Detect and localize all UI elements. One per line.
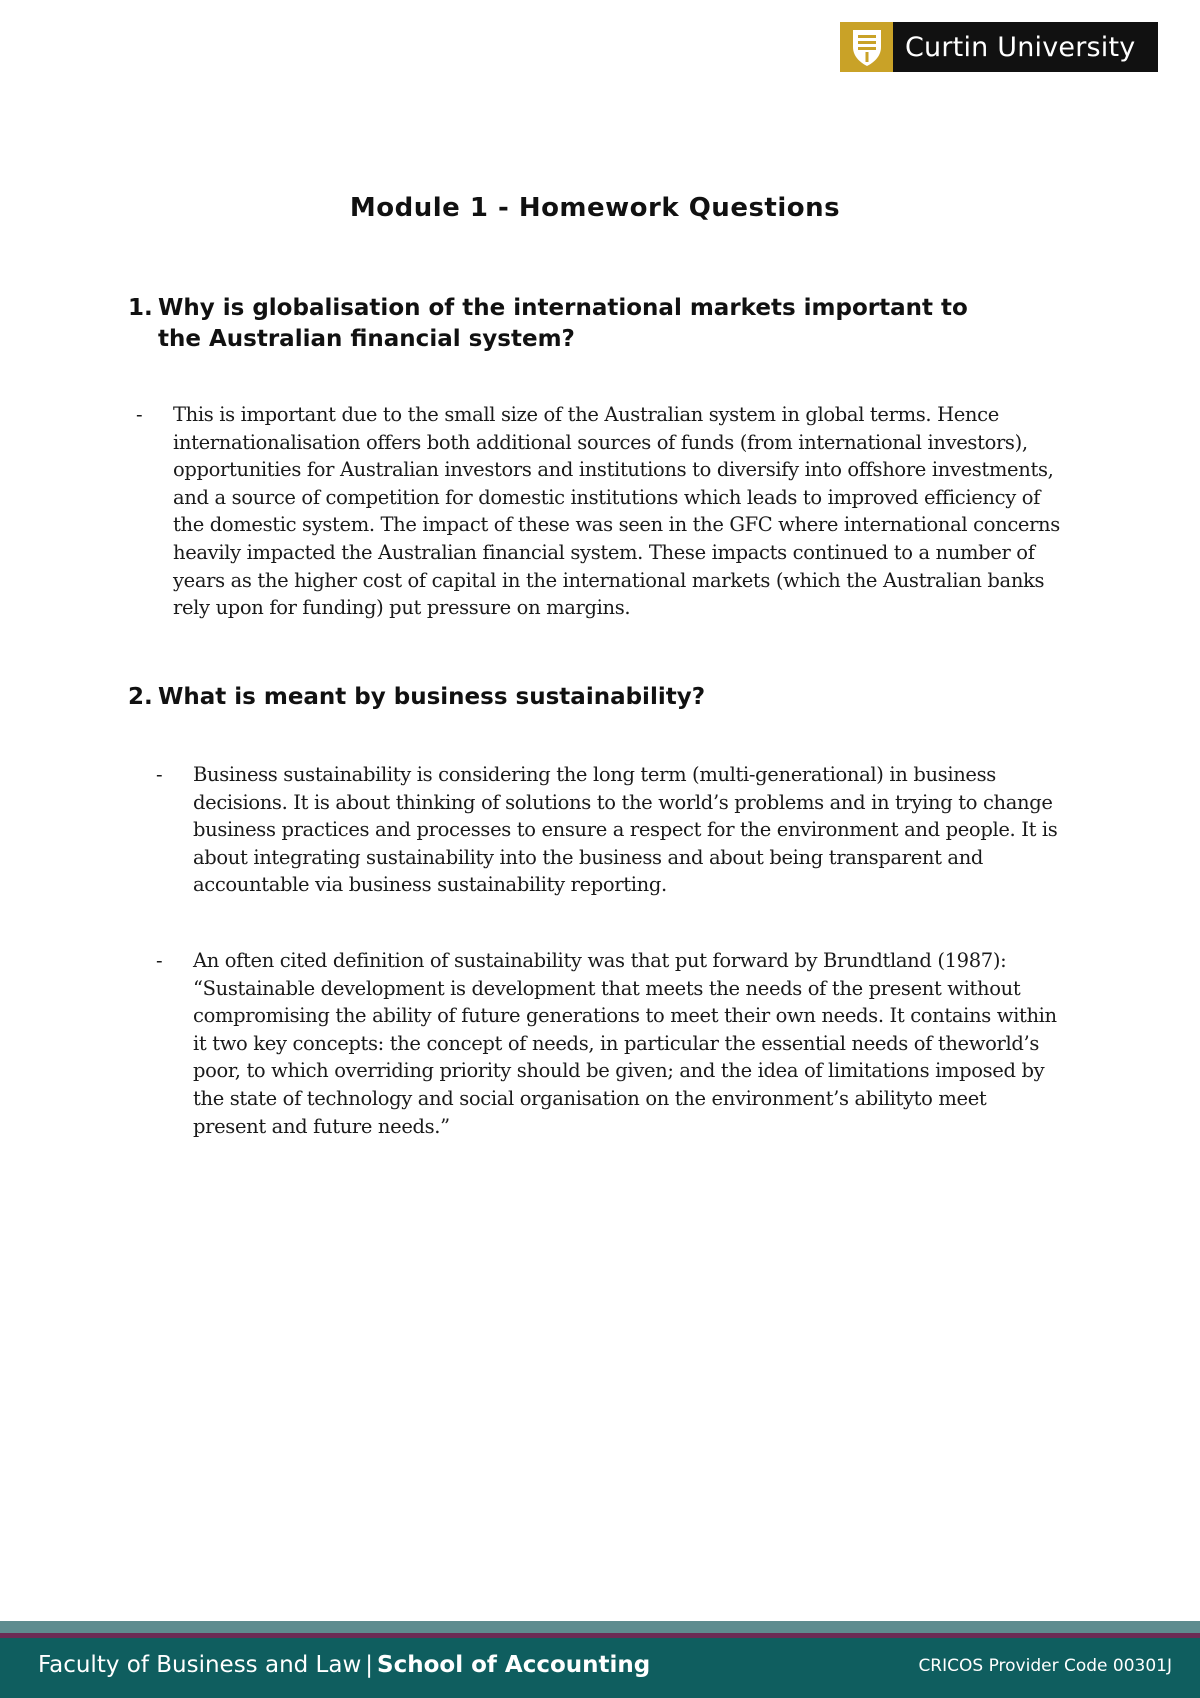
question-2-heading: [128, 682, 1018, 713]
question-number: 1.: [128, 295, 153, 321]
answer-text: An often cited definition of sustainability was that put forward by Brundtland (1987): “Sustainable development is development that meets the needs of the present without compromising the ability of future generations to meet their own needs. It contains within it two key concepts: the concept of needs, in particular the essential needs of theworld’s poor, to which overriding priority should be given; and the idea of limitations imposed by the state of technology and social organisation on the environment’s abilityto meet present and future needs.”: [193, 949, 1057, 1138]
question-text: What is meant by business sustainability?: [158, 684, 706, 710]
answer-text: Business sustainability is considering the long term (multi-generational) in business decisions. It is about thinking of solutions to the world’s problems and in trying to change business practices and processes to ensure a respect for the environment and people. It is about integrating sustainability into the business and about being transparent and accountable via business sustainability reporting.: [193, 763, 1058, 897]
answer-item: [156, 761, 1063, 899]
shield-crest-icon: [840, 22, 893, 72]
footer-school: School of Accounting: [377, 1652, 651, 1678]
answer-item: [136, 401, 1063, 622]
curtin-logo: [840, 22, 1158, 72]
footer-faculty: Faculty of Business and Law: [38, 1652, 362, 1678]
page-footer: [0, 1638, 1200, 1698]
page-title: Module 1 - Homework Questions: [349, 193, 841, 223]
bullet-dash: -: [156, 763, 163, 786]
answer-item: [156, 947, 1063, 1140]
question-1-heading: [128, 293, 1018, 355]
footer-stripe-light: [0, 1621, 1200, 1633]
footer-faculty-line: [38, 1652, 650, 1678]
answer-text: This is important due to the small size of the Australian system in global terms. Hence internationalisation offers both additional sources of funds (from international investors), opportunities for Australian investors and institutions to diversify into offshore investments, and a source of competition for domestic institutions which leads to improved efficiency of the domestic system. The impact of these was seen in the GFC where international concerns heavily impacted the Australian financial system. These impacts continued to a number of years as the higher cost of capital in the international markets (which the Australian banks rely upon for funding) put pressure on margins.: [173, 403, 1060, 620]
bullet-dash: -: [136, 403, 143, 426]
footer-cricos: CRICOS Provider Code 00301J: [918, 1656, 1172, 1676]
question-number: 2.: [128, 684, 153, 710]
question-text: Why is globalisation of the international markets important to the Australian financial system?: [158, 295, 968, 352]
logo-wordmark: Curtin University: [905, 31, 1136, 63]
footer-separator: |: [365, 1652, 374, 1678]
bullet-dash: -: [156, 949, 163, 972]
